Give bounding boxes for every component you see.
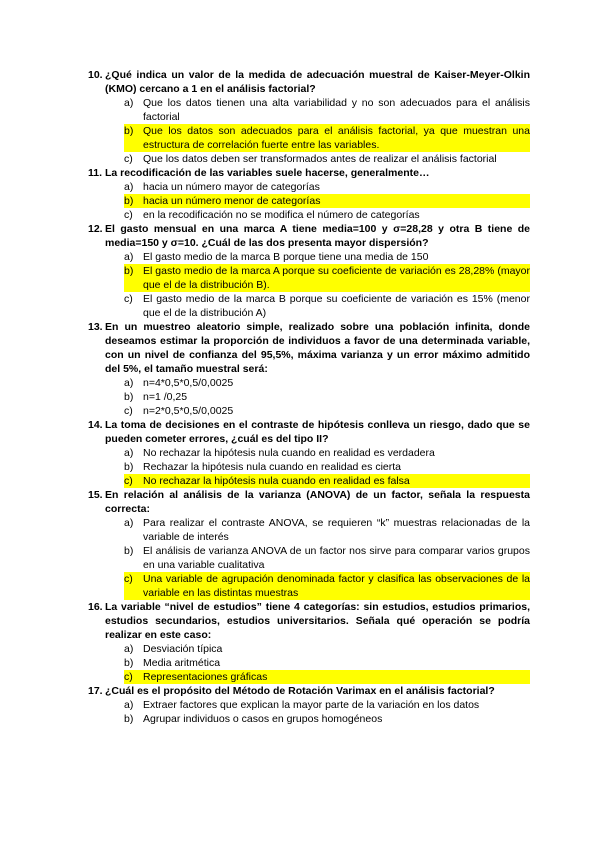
answer-option xyxy=(124,516,530,544)
option-text: El gasto medio de la marca B porque tiene una media de 150 xyxy=(143,251,429,263)
question-number: 16. xyxy=(88,601,103,613)
answer-option xyxy=(124,96,530,124)
option-letter: b) xyxy=(124,545,134,557)
answer-option xyxy=(124,446,530,460)
answer-option xyxy=(124,180,530,194)
option-letter: c) xyxy=(124,405,133,417)
option-letter: a) xyxy=(124,377,134,389)
option-letter: c) xyxy=(124,209,133,221)
answer-option xyxy=(124,712,530,726)
question-item xyxy=(88,418,530,488)
question-text: La recodificación de las variables suele hacerse, generalmente… xyxy=(105,167,430,179)
option-text: hacia un número menor de categorías xyxy=(143,194,530,208)
option-letter: b) xyxy=(124,461,134,473)
option-letter: c) xyxy=(124,572,143,600)
option-letter: c) xyxy=(124,153,133,165)
answer-options xyxy=(88,250,530,320)
option-letter: b) xyxy=(124,713,134,725)
question-stem xyxy=(88,68,530,96)
answer-options xyxy=(88,642,530,684)
option-text: Desviación típica xyxy=(143,643,223,655)
answer-option-highlighted xyxy=(124,670,530,684)
option-text: en la recodificación no se modifica el número de categorías xyxy=(143,209,420,221)
question-item xyxy=(88,600,530,684)
question-item xyxy=(88,488,530,600)
option-text: Agrupar individuos o casos en grupos homogéneos xyxy=(143,713,383,725)
option-letter: a) xyxy=(124,251,134,263)
option-letter: c) xyxy=(124,293,133,305)
option-letter: b) xyxy=(124,124,143,152)
option-text: El gasto medio de la marca A porque su coeficiente de variación es 28,28% (mayor que el de la distribución B). xyxy=(143,265,530,291)
question-list xyxy=(88,68,530,726)
option-text: El gasto medio de la marca B porque su coeficiente de variación es 15% (menor que el de la distribución A) xyxy=(143,293,530,319)
answer-options xyxy=(88,446,530,488)
answer-option xyxy=(124,292,530,320)
option-letter: b) xyxy=(124,264,143,292)
question-item xyxy=(88,166,530,222)
answer-option xyxy=(124,544,530,572)
option-text: No rechazar la hipótesis nula cuando en realidad es falsa xyxy=(143,474,530,488)
option-letter: a) xyxy=(124,699,134,711)
question-stem xyxy=(88,600,530,642)
answer-option-highlighted xyxy=(124,194,530,208)
answer-options xyxy=(88,376,530,418)
option-text: Una variable de agrupación denominada factor y clasifica las observaciones de la variable en las distintas muestras xyxy=(143,573,530,599)
answer-options xyxy=(88,96,530,166)
answer-option-highlighted xyxy=(124,474,530,488)
answer-options xyxy=(88,516,530,600)
option-letter: c) xyxy=(124,474,143,488)
answer-option xyxy=(124,460,530,474)
option-letter: c) xyxy=(124,670,143,684)
question-item xyxy=(88,684,530,726)
option-letter: a) xyxy=(124,181,134,193)
answer-option xyxy=(124,250,530,264)
answer-option xyxy=(124,376,530,390)
question-item xyxy=(88,222,530,320)
question-stem xyxy=(88,418,530,446)
answer-option xyxy=(124,152,530,166)
question-stem xyxy=(88,166,530,180)
option-text: Que los datos tienen una alta variabilidad y no son adecuados para el análisis factorial xyxy=(143,97,530,123)
question-stem xyxy=(88,222,530,250)
question-number: 13. xyxy=(88,321,103,333)
question-text: En un muestreo aleatorio simple, realizado sobre una población infinita, donde deseamos estimar la proporción de individuos a favor de una determinada variable, con un nivel de confianza del 95,5%, máxima varianza y un error máximo admitido del 5%, el tamaño muestral será: xyxy=(105,321,530,375)
option-text: Que los datos son adecuados para el análisis factorial, ya que muestran una estructura de correlación fuerte entre las variables. xyxy=(143,125,530,151)
question-item xyxy=(88,320,530,418)
question-number: 10. xyxy=(88,69,103,81)
option-letter: a) xyxy=(124,447,134,459)
answer-option xyxy=(124,642,530,656)
answer-options xyxy=(88,698,530,726)
option-text: hacia un número mayor de categorías xyxy=(143,181,320,193)
question-stem xyxy=(88,684,530,698)
question-text: La variable “nivel de estudios” tiene 4 categorías: sin estudios, estudios primarios, estudios secundarios, estudios universitarios. Señala qué operación se podría realizar en este caso: xyxy=(105,601,530,641)
option-text: Rechazar la hipótesis nula cuando en realidad es cierta xyxy=(143,461,401,473)
answer-option-highlighted xyxy=(124,572,530,600)
option-text: Para realizar el contraste ANOVA, se requieren “k” muestras relacionadas de la variable de interés xyxy=(143,517,530,543)
option-text: Que los datos deben ser transformados antes de realizar el análisis factorial xyxy=(143,153,497,165)
question-stem xyxy=(88,488,530,516)
answer-option xyxy=(124,390,530,404)
answer-option-highlighted xyxy=(124,124,530,152)
question-text: En relación al análisis de la varianza (ANOVA) de un factor, señala la respuesta correcta: xyxy=(105,489,530,515)
option-letter: b) xyxy=(124,194,143,208)
question-number: 15. xyxy=(88,489,103,501)
question-number: 11. xyxy=(88,167,103,179)
option-text: Media aritmética xyxy=(143,657,221,669)
option-text: No rechazar la hipótesis nula cuando en realidad es verdadera xyxy=(143,447,435,459)
answer-option xyxy=(124,656,530,670)
option-text: El análisis de varianza ANOVA de un factor nos sirve para comparar varios grupos en una variable cualitativa xyxy=(143,545,530,571)
question-number: 14. xyxy=(88,419,103,431)
answer-option xyxy=(124,404,530,418)
option-letter: a) xyxy=(124,517,134,529)
question-stem xyxy=(88,320,530,376)
option-letter: a) xyxy=(124,643,134,655)
answer-option xyxy=(124,698,530,712)
document-page xyxy=(88,68,530,726)
answer-options xyxy=(88,180,530,222)
question-text: La toma de decisiones en el contraste de hipótesis conlleva un riesgo, dado que se pueden cometer errores, ¿cuál es del tipo II? xyxy=(105,419,530,445)
answer-option-highlighted xyxy=(124,264,530,292)
option-text: Representaciones gráficas xyxy=(143,670,530,684)
answer-option xyxy=(124,208,530,222)
option-letter: a) xyxy=(124,97,134,109)
question-text: ¿Qué indica un valor de la medida de adecuación muestral de Kaiser-Meyer-Olkin (KMO) cercano a 1 en el análisis factorial? xyxy=(105,69,530,95)
option-text: n=2*0,5*0,5/0,0025 xyxy=(143,405,234,417)
question-item xyxy=(88,68,530,166)
option-text: Extraer factores que explican la mayor parte de la variación en los datos xyxy=(143,699,480,711)
option-text: n=1 /0,25 xyxy=(143,391,188,403)
question-text: El gasto mensual en una marca A tiene media=100 y σ=28,28 y otra B tiene de media=150 y σ=10. ¿Cuál de las dos presenta mayor dispersión? xyxy=(105,223,530,249)
question-text: ¿Cuál es el propósito del Método de Rotación Varimax en el análisis factorial? xyxy=(105,685,495,697)
question-number: 17. xyxy=(88,685,103,697)
option-letter: b) xyxy=(124,657,134,669)
question-number: 12. xyxy=(88,223,103,235)
option-text: n=4*0,5*0,5/0,0025 xyxy=(143,377,234,389)
option-letter: b) xyxy=(124,391,134,403)
